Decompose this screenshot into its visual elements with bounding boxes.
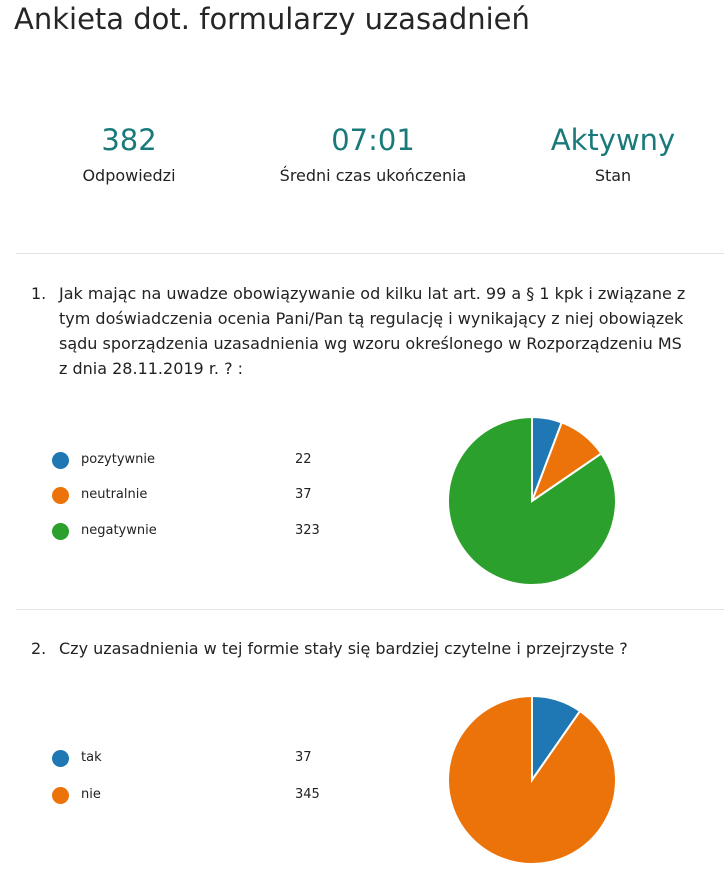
stat-responses	[9, 122, 249, 185]
question-1	[31, 281, 691, 381]
stat-average-time	[253, 122, 493, 185]
responses-count: 382	[101, 123, 157, 157]
question-text: Jak mając na uwadze obowiązywanie od kilku lat art. 99 a § 1 kpk i związane z tym doświadczenia ocenia Pani/Pan tą regulację i wynikający z niej obowiązek sądu sporządzenia uzasadnienia wg wzoru określonego w Rozporządzeniu MS z dnia 28.11.2019 r. ? :	[59, 284, 686, 378]
legend-label: nie	[81, 787, 101, 802]
legend-count: 37	[295, 750, 312, 765]
legend-label: pozytywnie	[81, 452, 155, 467]
legend-swatch-icon	[52, 452, 69, 469]
legend-swatch-icon	[52, 523, 69, 540]
question-number: 1.	[31, 284, 47, 303]
legend-label: neutralnie	[81, 487, 148, 502]
legend-count: 345	[295, 787, 320, 802]
average-time-value: 07:01	[331, 123, 415, 157]
pie-slice-nie[interactable]	[448, 696, 616, 864]
legend-swatch-icon	[52, 487, 69, 504]
legend-count: 37	[295, 487, 312, 502]
question-number: 2.	[31, 639, 47, 658]
legend-swatch-icon	[52, 787, 69, 804]
question-text: Czy uzasadnienia w tej formie stały się bardziej czytelne i przejrzyste ?	[59, 639, 628, 658]
divider	[16, 253, 724, 254]
status-label: Stan	[594, 166, 632, 185]
responses-label: Odpowiedzi	[82, 166, 176, 185]
page-title: Ankieta dot. formularzy uzasadnień	[14, 2, 530, 36]
question-2	[31, 636, 691, 661]
stat-status	[493, 122, 724, 185]
pie-chart-2	[447, 695, 617, 865]
legend-label: tak	[81, 750, 102, 765]
legend-label: negatywnie	[81, 523, 157, 538]
legend-count: 22	[295, 452, 312, 467]
status-value: Aktywny	[550, 123, 676, 157]
legend-swatch-icon	[52, 750, 69, 767]
divider	[16, 609, 724, 610]
average-time-label: Średni czas ukończenia	[279, 166, 467, 185]
legend-count: 323	[295, 523, 320, 538]
pie-chart-1	[447, 416, 617, 586]
